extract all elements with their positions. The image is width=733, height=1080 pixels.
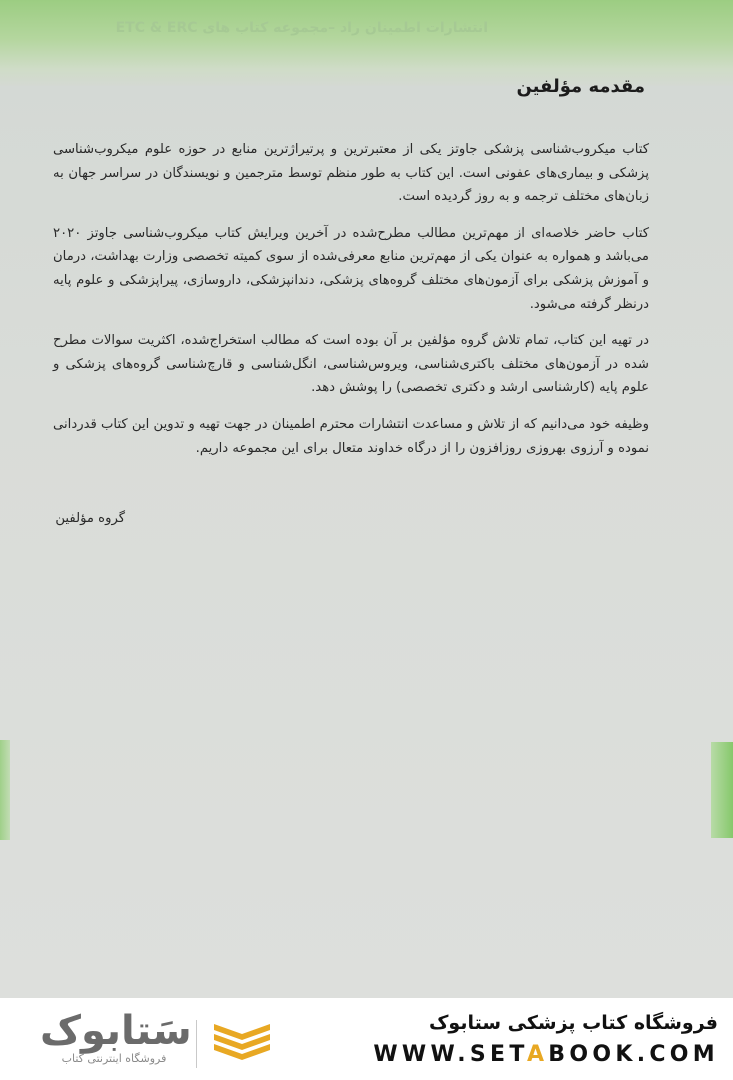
- right-edge-tab: [711, 742, 733, 838]
- running-header: انتشارات اطمینان راد –مجموعه کتاب های ETC & ERC: [115, 20, 488, 36]
- store-logo[interactable]: سَتابوک: [40, 1008, 192, 1054]
- stacked-books-icon: [210, 1020, 274, 1062]
- logo-divider: [196, 1020, 197, 1068]
- header-band: [0, 0, 733, 86]
- store-footer: [0, 998, 733, 1080]
- authors-signature: گروه مؤلفین: [55, 511, 125, 526]
- body-text: [53, 138, 649, 473]
- section-title: مقدمه مؤلفین: [516, 76, 645, 97]
- store-url[interactable]: [373, 1042, 719, 1067]
- paragraph-1: کتاب میکروب‌شناسی پزشکی جاوتز یکی از معتبرترین و پرتیراژترین منابع در حوزه علوم میکروب‌شناسی پزشکی و بیماری‌های عفونی است. این کتاب به طور منظم توسط مترجمین و نویسندگان در سراسر جهان به زبان‌های مختلف ترجمه و به روز گردیده است.: [53, 142, 649, 205]
- store-name: فروشگاه کتاب پزشکی ستابوک: [428, 1012, 718, 1034]
- url-accent-letter: A: [526, 1042, 549, 1067]
- paragraph-4: وظیفه خود می‌دانیم که از تلاش و مساعدت انتشارات محترم اطمینان در جهت تهیه و تدوین این کتاب قدردانی نموده و آرزوی بهروزی روزافزون را از درگاه خداوند متعال برای این مجموعه داریم.: [53, 416, 649, 456]
- paragraph-3: در تهیه این کتاب، تمام تلاش گروه مؤلفین بر آن بوده است که مطالب استخراج‌شده، اکثریت سوالات مطرح شده در آزمون‌های مختلف باکتری‌شناسی، ویروس‌شناسی، انگل‌شناسی و قارچ‌شناسی گروه‌های پزشکی و علوم پایه (کارشناسی ارشد و دکتری تخصصی) را پوشش دهد.: [53, 333, 649, 396]
- url-part-2: BOOK.COM: [548, 1042, 719, 1067]
- left-edge-tab: [0, 740, 10, 840]
- paragraph-2: کتاب حاضر خلاصه‌ای از مهم‌ترین مطالب مطرح‌شده در آخرین ویرایش کتاب میکروب‌شناسی جاوتز ۲۰۲۰ می‌باشد و همواره به عنوان یکی از مهم‌ترین منابع معرفی‌شده از سوی کمیته تخصصی وزارت بهداشت، درمان و آموزش پزشکی برای آزمون‌های مختلف گروه‌های پزشکی، دندانپزشکی، داروسازی، پیراپزشکی و علوم پایه درنظر گرفته می‌شود.: [53, 225, 649, 312]
- url-part-1: WWW.SET: [373, 1042, 527, 1067]
- logo-tagline: فروشگاه اینترنتی کتاب: [61, 1052, 167, 1065]
